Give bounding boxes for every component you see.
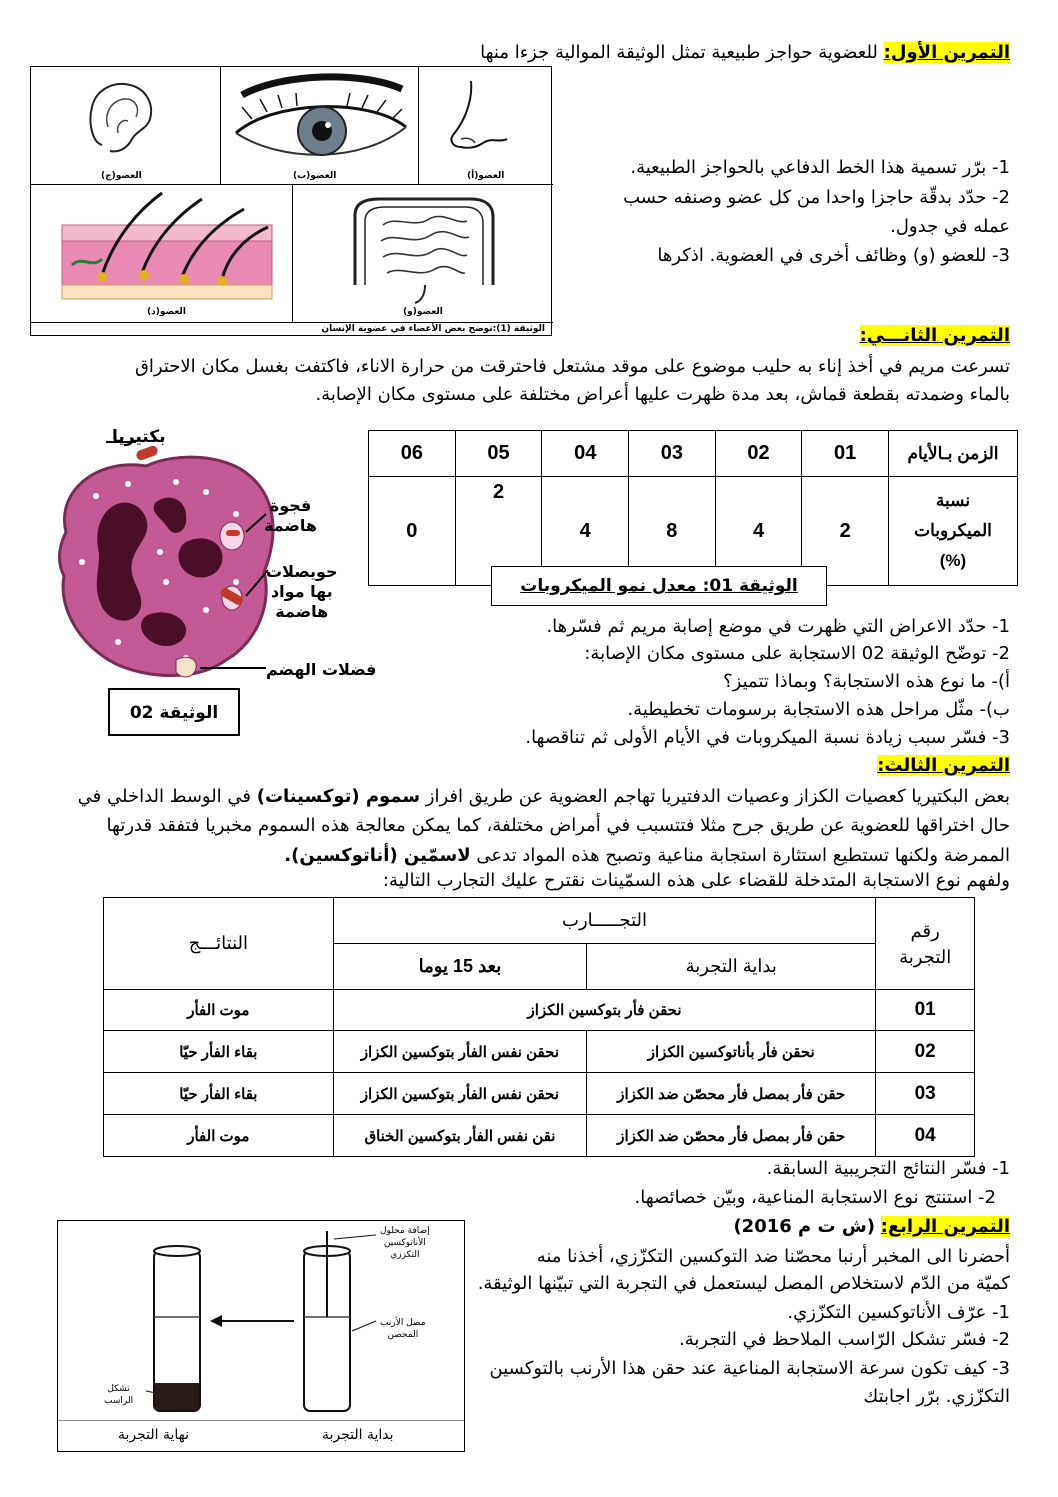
ex3-p1-bold: سموم (توكسينات) [256, 786, 421, 807]
percent-cell: 8 [629, 477, 716, 586]
organ-label-a: العضو(أ) [467, 171, 505, 181]
header-after: بعد 15 يوما [333, 944, 586, 990]
microbe-growth-table [368, 430, 1018, 586]
label-ppt-line2: الراسب [104, 1396, 134, 1406]
ex2-q2a: أ)- ما نوع هذه الاستجابة؟ وبماذا تتميز؟ [723, 671, 1010, 692]
ex1-figure [30, 66, 552, 336]
ex3-p4: ولفهم نوع الاستجابة المتدخلة للقضاء على هذه السمّينات نقترح عليك التجارب التالية: [382, 870, 1010, 891]
doc1-caption: الوثيقة 01: معدل نمو الميكروبات [520, 576, 798, 596]
day-cell: 05 [455, 431, 542, 477]
ex1-intro: للعضوية حواجز طبيعية تمثل الوثيقة الموالية جزءا منها [480, 42, 878, 63]
label-add-line2: الأناتوكسين [383, 1238, 426, 1248]
ex4-q3b: التكزّزي. برّر اجابتك [863, 1386, 1010, 1407]
doc1-caption-box [491, 566, 827, 606]
percent-header-line3: (%) [939, 551, 967, 570]
organ-skin-panel [31, 185, 293, 323]
label-rabbit-serum [380, 1317, 426, 1341]
ex1-q2a: 2- حدّد بدقّة حاجزا واحدا من كل عضو وصنفه حسب [623, 187, 1010, 208]
ex3-p3-a: الممرضة ولكنها تستطيع استثارة استجابة مناعية وتصبح هذه المواد تدعى [470, 845, 1010, 866]
organ-label-c: العضو(ج) [101, 171, 142, 181]
ex4-source: (ش ت م 2016) [733, 1216, 875, 1237]
ex3-title-text: التمرين الثالث: [877, 755, 1010, 776]
exp-after: نحقن نفس الفأر بتوكسين الكزاز [333, 1073, 586, 1115]
table-header-days: الزمن بـالأيام [889, 431, 1018, 477]
organ-nose-panel [419, 67, 553, 185]
organ-label-d: العضو(د) [147, 307, 186, 317]
percent-cell: 2 [455, 477, 542, 586]
day-cell: 06 [369, 431, 456, 477]
header-exp-number [876, 898, 975, 990]
ex4-heading-line [733, 1214, 1010, 1240]
percent-header-line2: الميكروبات [914, 521, 992, 540]
doc2-caption: الوثيقة 02 [129, 703, 219, 723]
exp-number: 02 [876, 1031, 975, 1073]
eye-drawing [222, 67, 418, 171]
label-start-of-experiment: بداية التجربة [322, 1427, 394, 1443]
label-vesicles-line3: هاضمة [275, 602, 329, 621]
percent-header-line1: نسبة [935, 491, 971, 510]
label-end-of-experiment: نهاية التجربة [118, 1427, 190, 1443]
ex1-q2b: عمله في جدول. [890, 216, 1010, 237]
exp-start: نحقن فأر بأناتوكسين الكزاز [587, 1031, 876, 1073]
label-vesicles-line1: حويصلات [266, 562, 338, 581]
ex4-p1: أحضرنا الى المخبر أرنبا محصّنا ضد التوكسين التكزّزي، أخذنا منه [536, 1246, 1010, 1267]
ex3-q1: 1- فسّر النتائج التجريبية السابقة. [766, 1158, 1010, 1179]
header-exp-number-line2: التجربة [899, 946, 952, 967]
ex2-q2: 2- توضّح الوثيقة 02 الاستجابة على مستوى مكان الإصابة: [584, 643, 1010, 664]
ex2-q1: 1- حدّد الاعراض التي ظهرت في موضع إصابة مريم ثم فسّرها. [546, 616, 1010, 637]
ex3-p2: حال اختراقها للعضوية عن طريق جرح مثلا فتتسبب في أمراض مختلفة، كما يمكن معالجة هذه السموم مخبريا فتفقد قدرتها [106, 815, 1010, 836]
label-serum-line1: مصل الأرنب [380, 1318, 426, 1328]
ex1-heading-line [480, 40, 1010, 66]
ear-drawing [32, 67, 220, 167]
ex4-p2: كميّة من الدّم لاستخلاص المصل ليستعمل في التجربة التي تبيّنها الوثيقة. [477, 1273, 1010, 1294]
organ-eye-panel [221, 67, 419, 185]
exp-result: موت الفأر [104, 990, 334, 1031]
ex4-q1: 1- عرّف الأناتوكسين التكزّزي. [787, 1302, 1010, 1323]
label-vacuole [264, 496, 317, 536]
experiments-table [103, 897, 975, 1157]
label-vesicles [266, 562, 338, 622]
label-add-anatoxin [380, 1225, 430, 1261]
table-header-percent [889, 477, 1018, 586]
header-experiments: التجـــــارب [333, 898, 876, 944]
ex3-title [877, 753, 1010, 779]
organ-label-w: العضو(و) [403, 307, 443, 317]
exp-result: بقاء الفأر حيّا [104, 1031, 334, 1073]
ex4-title: التمرين الرابع: [880, 1216, 1010, 1237]
ex2-title-text: التمرين الثانـــي: [859, 325, 1010, 346]
exp-after: نقن نفس الفأر بتوكسين الخناق [333, 1115, 586, 1157]
ex1-q1: 1- برّر تسمية هذا الخط الدفاعي بالحواجز الطبيعية. [630, 157, 1010, 178]
day-cell: 01 [802, 431, 889, 477]
label-ppt-line1: تشكل [107, 1384, 130, 1394]
organ-ear-panel [31, 67, 221, 185]
exp-number: 01 [876, 990, 975, 1031]
exp-start: حقن فأر بمصل فأر محصّن ضد الكزاز [587, 1073, 876, 1115]
label-bacteria: بكتيريا [112, 427, 166, 447]
ex4-q2: 2- فسّر تشكل الرّاسب الملاحظ في التجربة. [679, 1329, 1010, 1350]
header-exp-number-line1: رقم [910, 920, 940, 941]
ex2-q3: 3- فسّر سبب زيادة نسبة الميكروبات في الأيام الأولى ثم تناقصها. [525, 727, 1010, 748]
ex2-p2: بالماء وضمدته بقطعة قماش، بعد مدة ظهرت عليها أعراض مختلفة على مستوى مكان الإصابة. [315, 384, 1010, 405]
exp-start: نحقن فأر بتوكسين الكزاز [333, 990, 876, 1031]
label-vesicles-line2: بها مواد [270, 582, 333, 601]
exp-after: نحقن نفس الفأر بتوكسين الكزاز [333, 1031, 586, 1073]
ex1-doc-caption: الوثيقة (1):توضح بعض الأعضاء في عضوية الإنسان [321, 324, 545, 334]
label-vacuole-line1: فجوة [269, 496, 312, 515]
ex3-p3-bold: لاسمّين (أناتوكسين). [284, 845, 471, 866]
label-vacuole-line2: هاضمة [264, 516, 317, 535]
skin-drawing [32, 185, 292, 305]
ex2-p1: تسرعت مريم في أخذ إناء به حليب موضوع على موقد مشتعل فاحترقت من حرارة الاناء، فاكتفت بغسل مكان الاحتراق [134, 356, 1010, 377]
day-cell: 03 [629, 431, 716, 477]
ex3-p1 [78, 784, 1010, 810]
percent-cell: 2 [802, 477, 889, 586]
intestine-drawing [295, 185, 553, 305]
exp-number: 03 [876, 1073, 975, 1115]
percent-cell: 4 [542, 477, 629, 586]
exp-start: حقن فأر بمصل فأر محصّن ضد الكزاز [587, 1115, 876, 1157]
exp-number: 04 [876, 1115, 975, 1157]
label-waste: فضلات الهضم [266, 660, 377, 679]
header-results: النتائـــج [104, 898, 334, 990]
doc2-caption-box [108, 688, 240, 736]
label-add-line3: التكززي [390, 1250, 420, 1260]
organ-label-b: العضو(ب) [293, 171, 337, 181]
exp-result: بقاء الفأر حيّا [104, 1073, 334, 1115]
ex3-p3 [284, 843, 1010, 869]
ex2-q2b: ب)- مثّل مراحل هذه الاستجابة برسومات تخطيطية. [627, 699, 1010, 720]
precipitation-figure [57, 1220, 465, 1452]
exp-result: موت الفأر [104, 1115, 334, 1157]
day-cell: 02 [715, 431, 802, 477]
label-serum-line2: المحصن [387, 1330, 419, 1340]
nose-drawing [421, 67, 553, 171]
ex3-p1-a: بعض البكتيريا كعصيات الكزاز وعصيات الدفتيريا تهاجم العضوية عن طريق افراز [420, 786, 1010, 807]
ex3-p1-c: في الوسط الداخلي في [77, 786, 257, 807]
label-precipitate [104, 1383, 133, 1407]
percent-cell: 4 [715, 477, 802, 586]
day-cell: 04 [542, 431, 629, 477]
ex2-title [860, 323, 1010, 349]
header-start: بداية التجربة [587, 944, 876, 990]
organ-intestine-panel [293, 185, 553, 323]
ex4-q3a: 3- كيف تكون سرعة الاستجابة المناعية عند حقن هذا الأرنب بالتوكسين [489, 1358, 1010, 1379]
ex1-q3: 3- للعضو (و) وظائف أخرى في العضوية. اذكرها [657, 245, 1010, 266]
ex3-q2: 2- استنتج نوع الاستجابة المناعية، وبيّن خصائصها. [634, 1187, 996, 1208]
label-add-line1: إضافة محلول [380, 1226, 430, 1236]
ex1-title: التمرين الأول: [883, 42, 1010, 63]
percent-cell: 0 [369, 477, 456, 586]
